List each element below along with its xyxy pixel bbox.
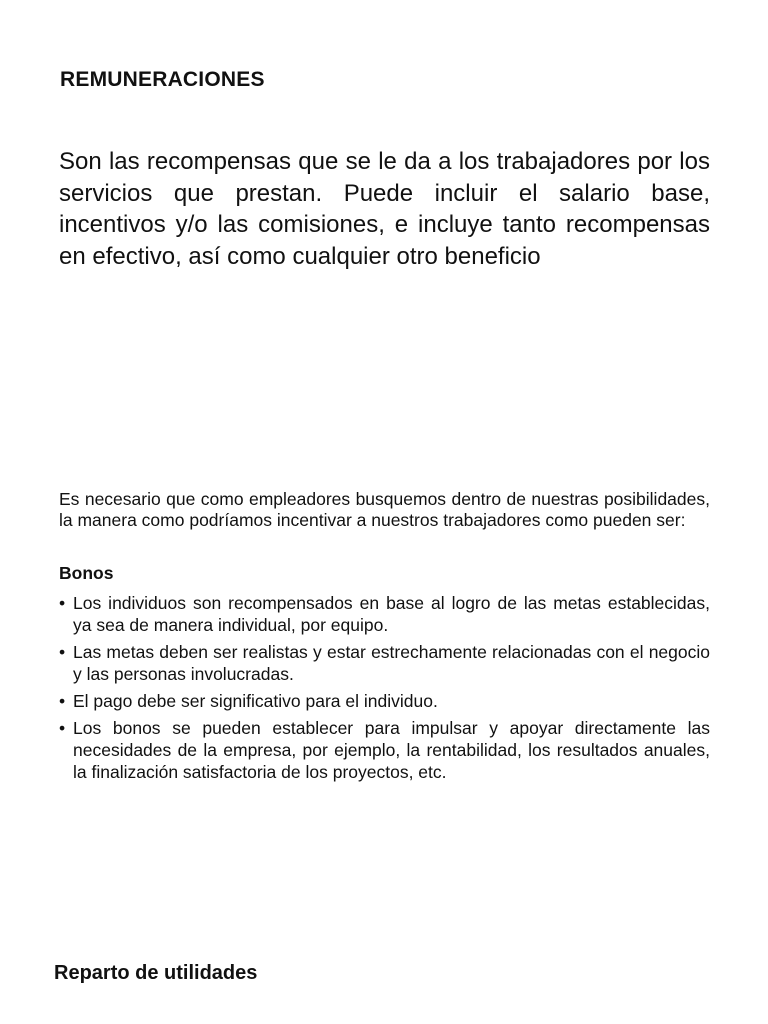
- definition-paragraph: Son las recompensas que se le da a los trabajadores por los servicios que prestan. Puede incluir el salario base, incentivos y/o las comisiones, e incluye tanto recompensas en efectivo, así como cualquier otro beneficio: [59, 148, 710, 270]
- list-item: [59, 592, 710, 636]
- bonos-list: [59, 592, 710, 788]
- list-item: [59, 641, 710, 685]
- list-item: [59, 690, 710, 712]
- page-title: REMUNERACIONES: [60, 68, 265, 91]
- intro-paragraph: Es necesario que como empleadores busquemos dentro de nuestras posibilidades, la manera como podríamos incentivar a nuestros trabajadores como pueden ser:: [59, 489, 710, 530]
- bonos-heading: Bonos: [59, 563, 114, 583]
- bullet-icon: •: [59, 593, 66, 613]
- bullet-icon: •: [59, 718, 66, 738]
- list-item-text: Los individuos son recompensados en base al logro de las metas establecidas, ya sea de manera individual, por equipo.: [73, 593, 710, 635]
- list-item-text: Las metas deben ser realistas y estar estrechamente relacionadas con el negocio y las personas involucradas.: [73, 642, 710, 684]
- section-heading-reparto: Reparto de utilidades: [54, 962, 258, 984]
- list-item-text: Los bonos se pueden establecer para impulsar y apoyar directamente las necesidades de la empresa, por ejemplo, la rentabilidad, los resultados anuales, la finalización satisfactoria de los proyectos, etc.: [73, 718, 710, 782]
- list-item: [59, 717, 710, 783]
- bullet-icon: •: [59, 642, 66, 662]
- list-item-text: El pago debe ser significativo para el individuo.: [73, 691, 438, 711]
- bullet-icon: •: [59, 691, 66, 711]
